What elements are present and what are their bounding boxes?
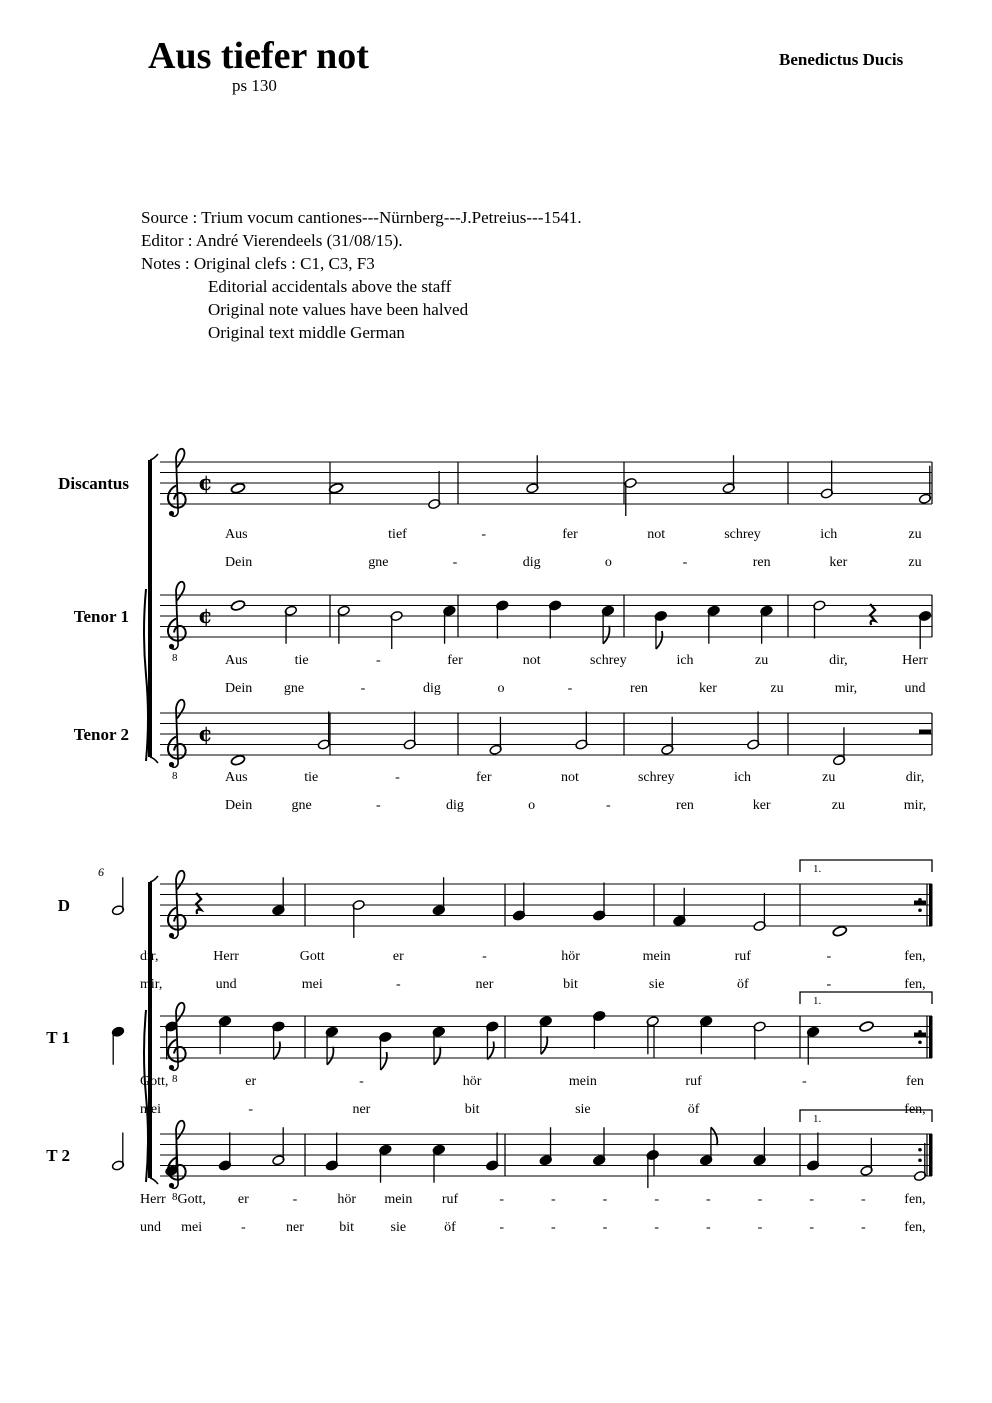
lyric-syllable: mir, <box>903 798 927 813</box>
lyric-syllable: öf <box>736 977 749 992</box>
lyric-syllable: mei <box>140 1102 161 1117</box>
bracket-hook <box>150 1178 158 1184</box>
lyric-syllable: - <box>602 1220 608 1235</box>
lyric-syllable: - <box>705 1220 711 1235</box>
lyric-syllable: mein <box>642 949 671 964</box>
time-signature: ¢ <box>198 470 213 495</box>
lyric-syllable: fen, <box>904 949 926 964</box>
lyric-syllable: - <box>375 798 381 813</box>
lyric-syllable: - <box>550 1192 556 1207</box>
lyric-syllable: - <box>567 681 573 696</box>
lyric-syllable: not <box>522 653 541 668</box>
note-head <box>859 1021 874 1033</box>
lyric-syllable: mein <box>568 1074 597 1089</box>
lyric-syllable: - <box>654 1192 660 1207</box>
lyric-syllable: hör <box>462 1074 482 1089</box>
lyric-syllable: Aus <box>225 770 248 785</box>
lyric-syllable: ruf <box>441 1192 459 1207</box>
lyric-syllable: - <box>826 977 832 992</box>
lyric-syllable: - <box>482 949 487 964</box>
lyric-syllable: - <box>499 1220 505 1235</box>
bracket-hook <box>150 757 158 763</box>
lyric-syllable: Dein <box>225 681 253 696</box>
volta-label: 1. <box>813 995 822 1007</box>
lyric-syllable: ker <box>752 798 771 813</box>
lyric-syllable: ner <box>352 1102 371 1117</box>
lyric-syllable: Herr <box>213 949 239 964</box>
system-2 <box>46 860 932 1235</box>
octave-mark: 8 <box>172 770 178 782</box>
lyric-syllable: ich <box>676 653 694 668</box>
staff-t-1 <box>46 992 932 1117</box>
lyric-syllable: hör <box>561 949 580 964</box>
final-barline <box>929 884 933 926</box>
half-rest <box>914 901 926 906</box>
lyric-syllable: zu <box>755 653 769 668</box>
lyric-syllable: Dein <box>225 555 253 570</box>
lyric-syllable: bit <box>563 977 578 992</box>
lyric-syllable: mir, <box>834 681 858 696</box>
volta-label: 1. <box>813 1113 822 1125</box>
quarter-rest <box>870 604 875 625</box>
half-rest <box>914 1033 926 1038</box>
lyric-syllable: und <box>904 681 926 696</box>
system-1 <box>58 449 932 813</box>
lyric-syllable: ren <box>752 555 771 570</box>
lyric-syllable: tie <box>294 653 309 668</box>
lyric-syllable: - <box>757 1192 763 1207</box>
staff-t-2 <box>46 1110 932 1235</box>
lyric-syllable: Gott, <box>177 1192 206 1207</box>
lyric-syllable: und <box>215 977 237 992</box>
bracket-hook <box>150 454 158 460</box>
lyric-syllable: o <box>604 555 612 570</box>
lyric-syllable: er <box>245 1074 257 1089</box>
staff-discantus <box>58 449 932 570</box>
quarter-rest <box>196 893 201 914</box>
lyric-syllable: not <box>647 527 666 542</box>
lyric-syllable: fer <box>475 770 492 785</box>
lyric-syllable: - <box>602 1192 608 1207</box>
lyric-syllable: - <box>240 1220 246 1235</box>
lyric-syllable: o <box>528 798 536 813</box>
lyric-syllable: tief <box>388 527 407 542</box>
lyric-syllable: tie <box>304 770 319 785</box>
lyric-syllable: - <box>860 1192 866 1207</box>
lyric-syllable: dig <box>522 555 541 570</box>
octave-mark: 8 <box>172 652 178 664</box>
piece-title: Aus tiefer not <box>148 35 369 77</box>
lyric-syllable: fen <box>906 1074 924 1089</box>
repeat-dot <box>918 1148 922 1152</box>
lyric-syllable: Dein <box>225 798 253 813</box>
lyric-syllable: ich <box>733 770 752 785</box>
voice-name: Tenor 1 <box>73 607 129 626</box>
lyric-syllable: - <box>605 798 611 813</box>
lyric-syllable: gne <box>283 681 305 696</box>
repeat-dot <box>918 1040 922 1044</box>
lyric-syllable: sie <box>648 977 665 992</box>
lyric-syllable: gne <box>291 798 312 813</box>
octave-mark: 8 <box>172 1073 178 1085</box>
lyric-syllable: - <box>682 555 688 570</box>
lyric-syllable: Herr <box>140 1192 166 1207</box>
note-flag <box>381 1052 387 1070</box>
lyric-syllable: zu <box>831 798 845 813</box>
lyric-syllable: mei <box>181 1220 203 1235</box>
repeat-dot <box>918 908 922 912</box>
note-flag <box>603 626 609 644</box>
final-barline <box>929 1134 933 1176</box>
note-flag <box>327 1047 333 1065</box>
half-rest <box>919 730 931 735</box>
lyric-syllable: bit <box>464 1102 480 1117</box>
lyric-syllable: fen, <box>904 1192 926 1207</box>
lyric-syllable: Gott <box>299 949 325 964</box>
voice-name: T 1 <box>46 1028 70 1047</box>
bracket-hook <box>150 876 158 882</box>
note-head <box>230 482 245 494</box>
lyric-syllable: sie <box>390 1220 407 1235</box>
lyric-syllable: - <box>654 1220 660 1235</box>
lyric-syllable: ruf <box>734 949 751 964</box>
lyric-syllable: - <box>801 1102 807 1117</box>
volta-label: 1. <box>813 863 822 875</box>
piece-subtitle: ps 130 <box>232 76 277 95</box>
lyric-syllable: Gott, <box>140 1074 169 1089</box>
lyric-syllable: er <box>392 949 404 964</box>
octave-mark: 8 <box>172 1191 178 1203</box>
lyric-syllable: - <box>481 527 487 542</box>
lyric-syllable: - <box>550 1220 556 1235</box>
lyric-syllable: ker <box>829 555 848 570</box>
lyric-syllable: öf <box>444 1220 456 1235</box>
lyric-syllable: Aus <box>225 527 248 542</box>
lyric-syllable: - <box>809 1192 815 1207</box>
lyric-syllable: schrey <box>724 527 761 542</box>
lyric-syllable: not <box>561 770 579 785</box>
source-note: Source : Trium vocum cantiones---Nürnberg---J.Petreius---1541. <box>141 208 582 227</box>
lyric-syllable: dig <box>446 798 464 813</box>
lyric-syllable: fer <box>562 527 578 542</box>
lyric-syllable: ruf <box>685 1074 702 1089</box>
lyric-syllable: mein <box>384 1192 413 1207</box>
lyric-syllable: schrey <box>637 770 675 785</box>
note-values-note: Original note values have been halved <box>208 300 469 319</box>
lyric-syllable: - <box>452 555 458 570</box>
tenor-brace <box>144 1010 148 1182</box>
lyric-syllable: Aus <box>225 653 248 668</box>
staff-tenor-1 <box>74 582 932 696</box>
lyric-syllable: mir, <box>140 977 163 992</box>
lyric-syllable: ker <box>699 681 717 696</box>
lyric-syllable: Herr <box>902 653 928 668</box>
lyric-syllable: und <box>140 1220 161 1235</box>
note-flag <box>434 1047 440 1065</box>
voice-name: D <box>57 896 70 915</box>
lyric-syllable: o <box>497 681 505 696</box>
lyric-syllable: - <box>359 1074 364 1089</box>
lyric-syllable: ren <box>676 798 694 813</box>
lyric-syllable: fen, <box>904 1102 926 1117</box>
lyric-syllable: zu <box>822 770 836 785</box>
lyric-syllable: - <box>395 770 400 785</box>
lyric-syllable: hör <box>337 1192 357 1207</box>
time-signature: ¢ <box>198 721 213 746</box>
lyric-syllable: - <box>860 1220 866 1235</box>
composer-name: Benedictus Ducis <box>779 50 904 69</box>
accidentals-note: Editorial accidentals above the staff <box>208 277 452 296</box>
lyric-syllable: bit <box>339 1220 355 1235</box>
note-head <box>832 925 847 937</box>
note-head <box>328 482 343 494</box>
lyric-syllable: zu <box>908 555 922 570</box>
lyric-syllable: - <box>248 1102 254 1117</box>
lyric-syllable: fen, <box>904 977 926 992</box>
time-signature: ¢ <box>198 603 213 628</box>
final-barline <box>929 1016 933 1058</box>
note-flag <box>656 631 662 649</box>
lyric-syllable: dig <box>423 681 441 696</box>
repeat-dot <box>918 1158 922 1162</box>
lyric-syllable: ren <box>630 681 648 696</box>
lyric-syllable: fen, <box>904 1220 926 1235</box>
note-flag <box>487 1042 493 1060</box>
text-note: Original text middle German <box>208 323 405 342</box>
staff-d <box>58 860 933 992</box>
lyric-syllable: - <box>375 653 381 668</box>
lyric-syllable: dir, <box>140 949 159 964</box>
note-head <box>230 600 245 612</box>
lyric-syllable: dir, <box>905 770 925 785</box>
measure-number: 6 <box>98 865 104 879</box>
lyric-syllable: - <box>292 1192 298 1207</box>
lyric-syllable: schrey <box>590 653 627 668</box>
staff-tenor-2 <box>74 700 932 813</box>
lyric-syllable: zu <box>770 681 784 696</box>
lyric-syllable: ner <box>475 977 494 992</box>
lyric-syllable: sie <box>575 1102 591 1117</box>
lyric-syllable: - <box>705 1192 711 1207</box>
lyric-syllable: mei <box>301 977 323 992</box>
tenor-brace <box>144 589 148 761</box>
lyric-syllable: zu <box>908 527 922 542</box>
lyric-syllable: öf <box>687 1102 700 1117</box>
lyric-syllable: - <box>499 1192 505 1207</box>
clefs-note: Notes : Original clefs : C1, C3, F3 <box>141 254 375 273</box>
note-flag <box>274 1042 280 1060</box>
lyric-syllable: er <box>237 1192 249 1207</box>
lyric-syllable: fer <box>447 653 463 668</box>
note-flag <box>541 1036 547 1054</box>
lyric-syllable: gne <box>368 555 389 570</box>
lyric-syllable: - <box>809 1220 815 1235</box>
lyric-syllable: - <box>395 977 401 992</box>
lyric-syllable: ner <box>286 1220 304 1235</box>
voice-name: Tenor 2 <box>73 725 129 744</box>
lyric-syllable: ich <box>820 527 838 542</box>
lyric-syllable: - <box>801 1074 807 1089</box>
lyric-syllable: - <box>826 949 832 964</box>
lyric-syllable: dir, <box>829 653 848 668</box>
voice-name: Discantus <box>58 474 129 493</box>
note-head <box>230 754 245 766</box>
voice-name: T 2 <box>46 1146 70 1165</box>
note-flag <box>711 1127 717 1145</box>
editor-note: Editor : André Vierendeels (31/08/15). <box>141 231 403 250</box>
lyric-syllable: - <box>757 1220 763 1235</box>
lyric-syllable: - <box>360 681 366 696</box>
